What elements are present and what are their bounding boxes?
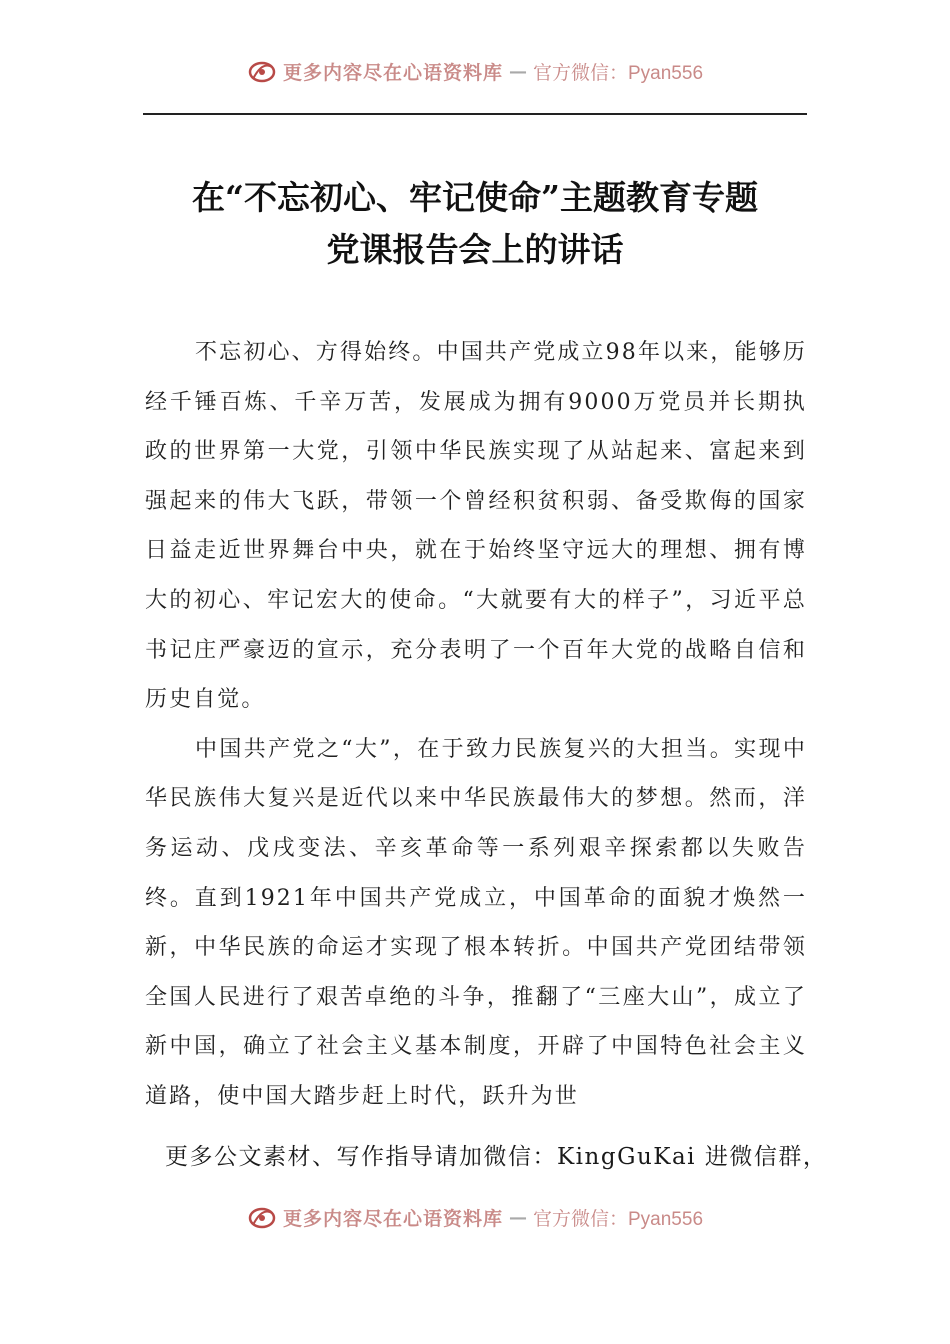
footer-watermark-banner [0, 1200, 950, 1240]
title-line-2: 党课报告会上的讲话 [326, 230, 624, 269]
paragraph-2: 中国共产党之“大”，在于致力民族复兴的大担当。实现中华民族伟大复兴是近代以来中华民族最伟大的梦想。然而，洋务运动、戊戌变法、辛亥革命等一系列艰辛探索都以失败告终。直到1921年中国共产党成立，中国革命的面貌才焕然一新，中华民族的命运才实现了根本转折。中国共产党团结带领全国人民进行了艰苦卓绝的斗争，推翻了“三座大山”，成立了新中国，确立了社会主义基本制度，开辟了中国特色社会主义道路，使中国大踏步赶上时代，跃升为世 [145, 736, 807, 1109]
document-body [145, 328, 807, 1122]
header-banner-text: 更多内容尽在心语资料库 [282, 62, 503, 84]
header-rule [143, 113, 807, 115]
document-title [100, 172, 850, 276]
footer-banner-text: 更多内容尽在心语资料库 [282, 1208, 503, 1230]
footer-banner-separator: — [509, 1207, 527, 1228]
footer-banner-wechat: 官方微信：Pyan556 [533, 1209, 704, 1230]
title-line-1: 在“不忘初心、牢记使命”主题教育专题 [192, 178, 758, 217]
logo-icon [247, 59, 277, 85]
logo-icon [247, 1205, 277, 1231]
header-banner-separator: — [509, 61, 527, 82]
header-banner-wechat: 官方微信：Pyan556 [533, 63, 704, 84]
footer-promo-text: 更多公文素材、写作指导请加微信：KingGuKai 进微信群， [165, 1144, 828, 1170]
header-watermark-banner [0, 54, 950, 88]
paragraph-1: 不忘初心、方得始终。中国共产党成立98年以来，能够历经千锤百炼、千辛万苦，发展成为拥有9000万党员并长期执政的世界第一大党，引领中华民族实现了从站起来、富起来到强起来的伟大飞跃，带领一个曾经积贫积弱、备受欺侮的国家日益走近世界舞台中央，就在于始终坚守远大的理想、拥有博大的初心、牢记宏大的使命。“大就要有大的样子”，习近平总书记庄严豪迈的宣示，充分表明了一个百年大党的战略自信和历史自觉。 [145, 340, 807, 713]
